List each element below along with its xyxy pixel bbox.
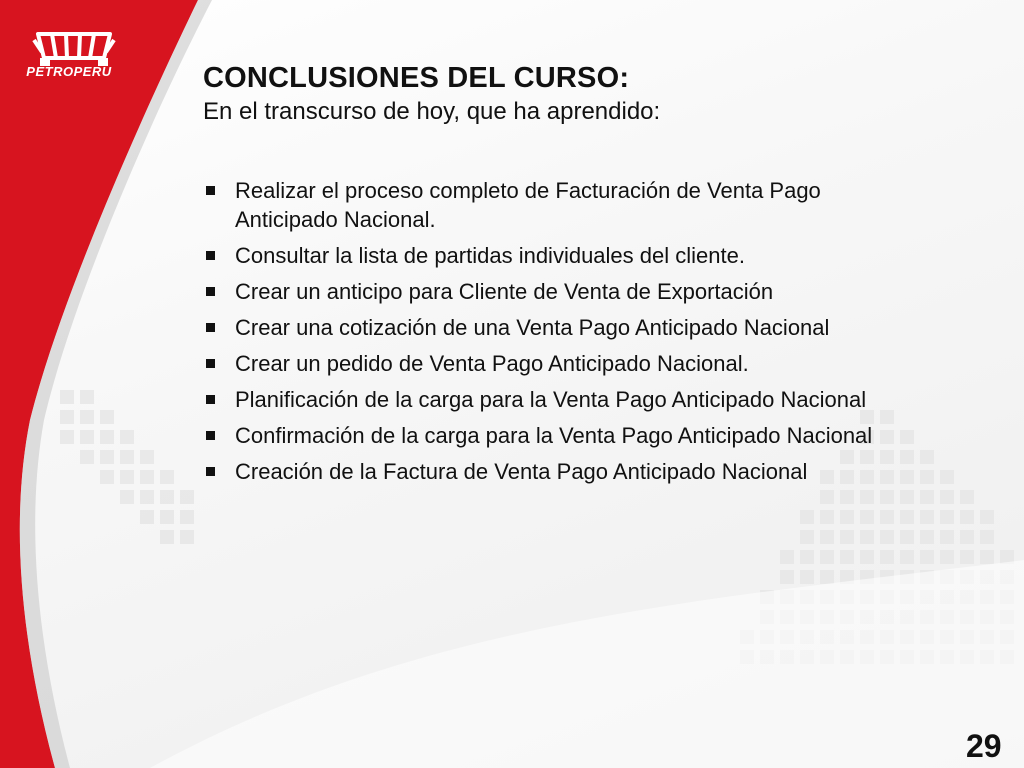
square-bullet-icon xyxy=(206,359,215,368)
square-bullet-icon xyxy=(206,395,215,404)
bullet-text: Crear una cotización de una Venta Pago Anticipado Nacional xyxy=(235,315,830,340)
slide-title: CONCLUSIONES DEL CURSO: xyxy=(203,62,630,94)
slide-subtitle: En el transcurso de hoy, que ha aprendido: xyxy=(203,98,661,125)
bullet-list xyxy=(203,176,903,493)
square-bullet-icon xyxy=(206,186,215,195)
bullet-item xyxy=(203,313,903,342)
page-number: 29 xyxy=(966,728,1002,764)
square-bullet-icon xyxy=(206,323,215,332)
bullet-item xyxy=(203,457,903,486)
bullet-item xyxy=(203,176,903,234)
bullet-text: Consultar la lista de partidas individuales del cliente. xyxy=(235,243,745,268)
bullet-item xyxy=(203,277,903,306)
square-bullet-icon xyxy=(206,467,215,476)
brand-name: PETROPERU xyxy=(26,64,112,79)
bullet-text: Crear un pedido de Venta Pago Anticipado Nacional. xyxy=(235,351,749,376)
bullet-text: Creación de la Factura de Venta Pago Anticipado Nacional xyxy=(235,459,808,484)
bullet-item xyxy=(203,421,903,450)
bullet-item xyxy=(203,241,903,270)
bullet-text: Confirmación de la carga para la Venta Pago Anticipado Nacional xyxy=(235,423,873,448)
square-bullet-icon xyxy=(206,431,215,440)
bullet-text: Crear un anticipo para Cliente de Venta de Exportación xyxy=(235,279,774,304)
square-bullet-icon xyxy=(206,287,215,296)
bullet-text: Planificación de la carga para la Venta Pago Anticipado Nacional xyxy=(235,387,867,412)
bullet-text: Realizar el proceso completo de Facturación de Venta Pago Anticipado Nacional. xyxy=(235,178,821,232)
bullet-item xyxy=(203,349,903,378)
bullet-item xyxy=(203,385,903,414)
square-bullet-icon xyxy=(206,251,215,260)
